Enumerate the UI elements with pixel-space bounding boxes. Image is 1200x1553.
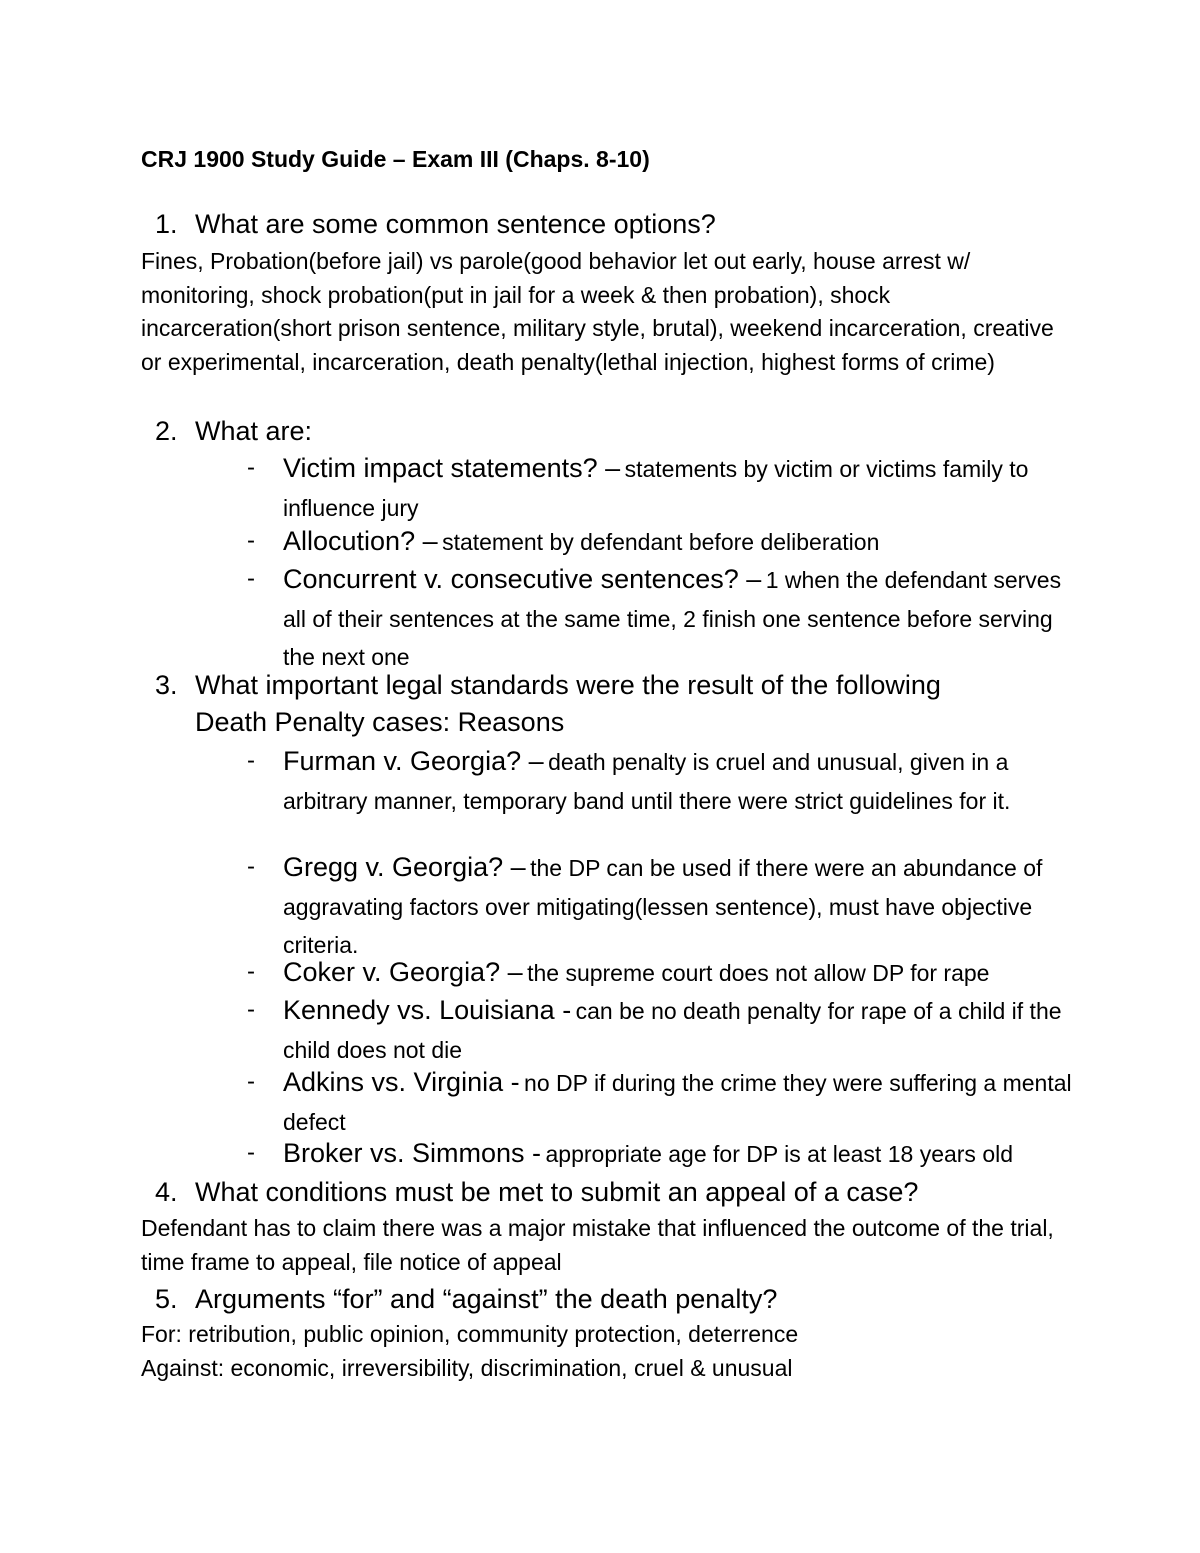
answer-5 [141, 1318, 1071, 1385]
item-term: Broker vs. Simmons - [283, 1138, 542, 1168]
list-item [247, 850, 1073, 967]
answer-against: Against: economic, irreversibility, discrimination, cruel & unusual [141, 1354, 793, 1381]
list-item [247, 993, 1073, 1071]
dash-bullet: - [247, 853, 255, 880]
item-definition: no DP if during the crime they were suffering a mental defect [283, 1070, 1072, 1135]
question-number: 4. [155, 1177, 178, 1207]
question-1 [155, 206, 716, 243]
item-definition: the supreme court does not allow DP for rape [527, 960, 990, 986]
list-item [247, 744, 1073, 822]
list-item [247, 1065, 1073, 1143]
question-number: 2. [155, 416, 178, 446]
item-definition: 1 when the defendant serves all of their sentences at the same time, 2 finish one sentence before serving the next one [283, 567, 1062, 670]
item-definition: death penalty is cruel and unusual, given in a arbitrary manner, temporary band until there were strict guidelines for it. [283, 749, 1011, 814]
question-text: What conditions must be met to submit an appeal of a case? [195, 1177, 919, 1207]
dash-bullet: - [247, 454, 255, 481]
answer-text: Fines, Probation(before jail) vs parole(good behavior let out early, house arrest w/ monitoring, shock probation(put in jail for a week & then probation), shock incarceration(short prison sentence, military style, brutal), weekend incarceration, creative or experimental, incarceration, death penalty(lethal injection, highest forms of crime) [141, 248, 1054, 375]
question-3 [155, 667, 941, 704]
question-2 [155, 413, 313, 450]
item-definition: can be no death penalty for rape of a child if the child does not die [283, 998, 1062, 1063]
item-definition: statement by defendant before deliberation [442, 529, 880, 555]
question-number: 1. [155, 209, 178, 239]
dash-bullet: - [247, 565, 255, 592]
question-3-continued [195, 704, 564, 741]
question-number: 5. [155, 1284, 178, 1314]
item-term: Gregg v. Georgia? – [283, 852, 526, 882]
item-definition: statements by victim or victims family to influence jury [283, 456, 1029, 521]
dash-bullet: - [247, 958, 255, 985]
item-term: Furman v. Georgia? – [283, 746, 544, 776]
question-text: Arguments “for” and “against” the death penalty? [195, 1284, 778, 1314]
list-item [247, 562, 1073, 679]
dash-bullet: - [247, 747, 255, 774]
question-number: 3. [155, 670, 178, 700]
item-definition: appropriate age for DP is at least 18 years old [545, 1141, 1014, 1167]
answer-1 [141, 245, 1071, 379]
page-title: CRJ 1900 Study Guide – Exam III (Chaps. 8-10) [141, 146, 650, 172]
item-term: Concurrent v. consecutive sentences? – [283, 564, 762, 594]
list-item [247, 524, 1073, 564]
item-term: Kennedy vs. Louisiana - [283, 995, 572, 1025]
dash-bullet: - [247, 1068, 255, 1095]
answer-4 [141, 1212, 1071, 1279]
item-term: Victim impact statements? – [283, 453, 621, 483]
item-term: Adkins vs. Virginia - [283, 1067, 520, 1097]
question-text: What important legal standards were the result of the following [195, 670, 941, 700]
question-text: What are some common sentence options? [195, 209, 716, 239]
question-5 [155, 1281, 778, 1318]
dash-bullet: - [247, 1139, 255, 1166]
list-item [247, 451, 1073, 529]
answer-text: Defendant has to claim there was a major mistake that influenced the outcome of the trial, time frame to appeal, file notice of appeal [141, 1215, 1054, 1275]
dash-bullet: - [247, 996, 255, 1023]
item-definition: the DP can be used if there were an abundance of aggravating factors over mitigating(lessen sentence), must have objective criteria. [283, 855, 1043, 958]
question-text: What are: [195, 416, 313, 446]
question-text: Death Penalty cases: Reasons [195, 707, 565, 737]
item-term: Coker v. Georgia? – [283, 957, 523, 987]
list-item [247, 1136, 1083, 1176]
dash-bullet: - [247, 527, 255, 554]
answer-for: For: retribution, public opinion, community protection, deterrence [141, 1321, 799, 1347]
question-4 [155, 1174, 919, 1211]
list-item [247, 955, 1073, 995]
item-term: Allocution? – [283, 526, 438, 556]
